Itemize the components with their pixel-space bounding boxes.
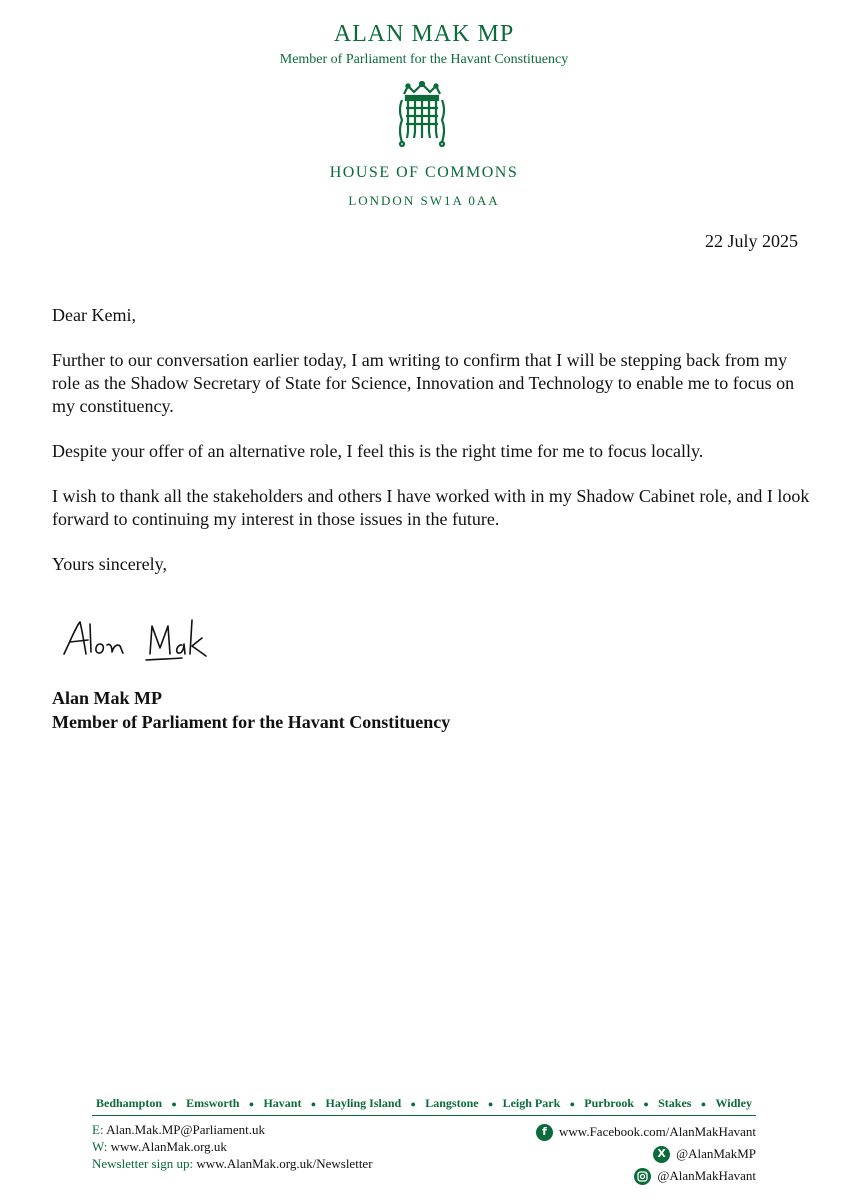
footer-divider [92, 1115, 756, 1116]
instagram-row[interactable] [536, 1165, 756, 1187]
email-label: E: [92, 1122, 104, 1137]
closing: Yours sincerely, [52, 554, 167, 574]
town-item: Havant [263, 1096, 302, 1110]
newsletter-link[interactable]: www.AlanMak.org.uk/Newsletter [196, 1156, 373, 1171]
paragraph-1: Further to our conversation earlier today, I am writing to confirm that I will be stepping back from my role as the Shadow Secretary of State for Science, Innovation and Technology to enable me to focus on my constituency. [52, 350, 795, 416]
town-item: Leigh Park [502, 1096, 561, 1110]
footer [92, 1096, 756, 1116]
town-item: Stakes [658, 1096, 692, 1110]
paragraph-3: I wish to thank all the stakeholders and others I have worked with in my Shadow Cabinet role, and I look forward to continuing my interest in those issues in the future. [52, 486, 810, 529]
paragraph-2: Despite your offer of an alternative role, I feel this is the right time for me to focus locally. [52, 441, 704, 461]
email-line [92, 1121, 373, 1138]
newsletter-line [92, 1155, 373, 1172]
portcullis-icon [392, 80, 452, 150]
facebook-link[interactable]: www.Facebook.com/AlanMakHavant [559, 1124, 756, 1139]
town-item: Hayling Island [325, 1096, 402, 1110]
social-links [536, 1121, 756, 1187]
letterhead [0, 18, 848, 68]
x-row[interactable] [536, 1143, 756, 1165]
x-icon: X [653, 1146, 670, 1163]
x-link[interactable]: @AlanMakMP [676, 1146, 756, 1161]
town-item: Purbrook [584, 1096, 635, 1110]
instagram-link[interactable]: @AlanMakHavant [657, 1168, 756, 1183]
newsletter-label: Newsletter sign up: [92, 1156, 194, 1171]
town-item: Widley [715, 1096, 752, 1110]
facebook-icon: f [536, 1124, 553, 1141]
contact-details [92, 1121, 373, 1172]
instagram-icon [634, 1168, 651, 1185]
email-link[interactable]: Alan.Mak.MP@Parliament.uk [106, 1122, 266, 1137]
town-item: Bedhampton [96, 1096, 163, 1110]
signatory-title: Member of Parliament for the Havant Constituency [52, 712, 451, 732]
web-label: W: [92, 1139, 108, 1154]
signatory-name: Alan Mak MP [52, 688, 162, 708]
letter-body [52, 304, 812, 576]
town-list: Bedhampton ● Emsworth ● Havant ● Hayling Island ● Langstone ● Leigh Park ● Purbrook ● Stakes ● Widley [96, 1096, 752, 1110]
town-item: Langstone [425, 1096, 479, 1110]
letterhead-address: LONDON SW1A 0AA [348, 193, 500, 208]
house-of-commons: HOUSE OF COMMONS [329, 164, 519, 181]
web-link[interactable]: www.AlanMak.org.uk [110, 1139, 227, 1154]
signature [60, 612, 230, 672]
letterhead-subtitle: Member of Parliament for the Havant Constituency [279, 52, 569, 67]
web-line [92, 1138, 373, 1155]
letter-date: 22 July 2025 [704, 231, 798, 251]
town-item: Emsworth [186, 1096, 240, 1110]
salutation: Dear Kemi, [52, 305, 136, 325]
signatory-block [52, 686, 450, 734]
facebook-row[interactable] [536, 1121, 756, 1143]
letterhead-name: ALAN MAK MP [333, 21, 515, 47]
